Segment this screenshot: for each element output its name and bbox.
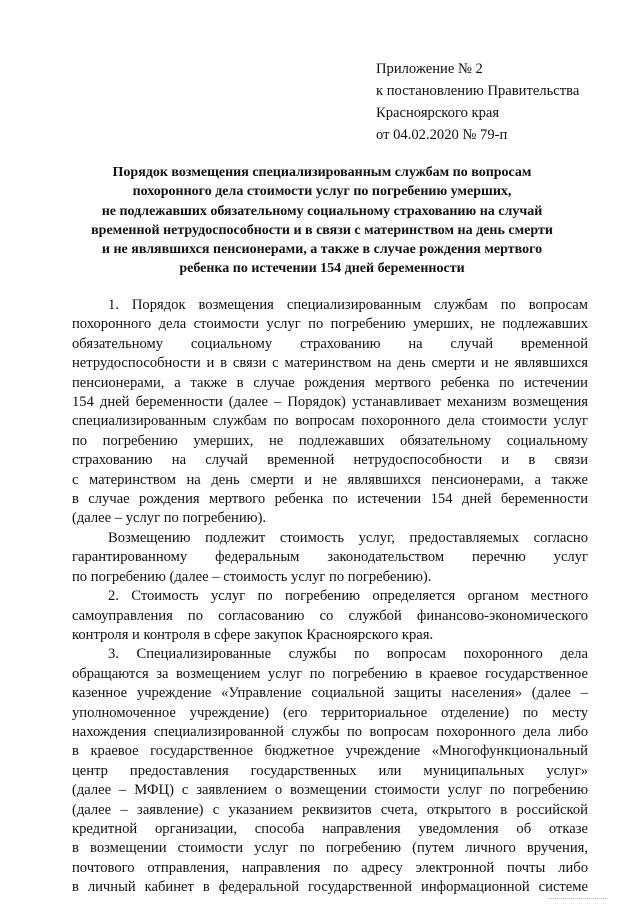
appendix-header: [376, 58, 579, 146]
appendix-resolution: к постановлению Правительства: [376, 83, 580, 99]
appendix-date: от 04.02.2020 № 79-п: [376, 127, 508, 143]
paragraph-2: [72, 529, 588, 587]
text-line: почтового отправления, направления по адресу электронной почты либо: [72, 859, 588, 876]
title-line: не подлежавших обязательному социальному страхованию на случай: [101, 203, 543, 219]
text-line: Возмещению подлежит стоимость услуг, предоставляемых согласно: [108, 529, 588, 546]
text-line: уполномоченное учреждение) (его территориальное отделение) по месту: [72, 704, 588, 721]
text-line: пенсионерами, а также в случае рождения мертвого ребенка по истечении: [72, 374, 588, 391]
text-line: кредитной организации, способа направления уведомления об отказе: [72, 820, 588, 837]
paragraph-4: [72, 645, 588, 897]
document-body: [72, 296, 588, 898]
title-line: и не являвшихся пенсионерами, а также в случае рождения мертвого: [101, 242, 543, 258]
title-line: временной нетрудоспособности и в связи с материнством на день смерти: [91, 222, 553, 238]
text-line: центр предоставления государственных или муниципальных услуг»: [72, 762, 588, 779]
text-line: нахождения специализированной службы по вопросам похоронного дела либо: [72, 723, 588, 740]
text-line: самоуправления по согласованию со службой финансово-экономического: [72, 607, 588, 624]
text-line: с материнством на день смерти и не являвшихся пенсионерами, а также: [72, 471, 588, 488]
text-line: в возмещении стоимости услуг по погребению (путем личного вручения,: [72, 840, 588, 857]
text-line: гарантированному федеральным законодательством перечню услуг: [72, 549, 588, 566]
paragraph-3: [72, 587, 588, 645]
text-line: нетрудоспособности и в связи с материнством на день смерти и не являвшихся: [72, 355, 588, 372]
text-line: страхованию на случай временной нетрудоспособности и в связи: [72, 452, 588, 469]
text-line: (далее – МФЦ) с заявлением о возмещении стоимости услуг по погребению: [72, 782, 588, 799]
title-line: ребенка по истечении 154 дней беременности: [179, 261, 465, 277]
text-line: в краевое государственное бюджетное учреждение «Многофункциональный: [72, 743, 588, 760]
text-line: обязательному социальному страхованию на случай временной: [72, 335, 588, 352]
text-line: в случае рождения мертвого ребенка по истечении 154 дней беременности: [72, 491, 588, 508]
title-line: похоронного дела стоимости услуг по погребению умерших,: [132, 184, 512, 200]
appendix-region: Красноярского края: [376, 105, 500, 121]
scan-artifact: [548, 898, 608, 900]
text-line: 1. Порядок возмещения специализированным службам по вопросам: [108, 297, 588, 313]
text-line: (далее – услуг по погребению).: [72, 510, 267, 527]
text-line: 3. Специализированные службы по вопросам похоронного дела: [108, 646, 588, 663]
text-line: казенное учреждение «Управление социальной защиты населения» (далее –: [72, 685, 588, 702]
text-line: в личный кабинет в федеральной государственной информационной системе: [72, 879, 588, 896]
paragraph-1: [72, 296, 588, 529]
text-line: по погребению умерших, не подлежавших обязательному социальному: [72, 432, 588, 449]
text-line: 2. Стоимость услуг по погребению определяется органом местного: [108, 588, 588, 605]
text-line: похоронного дела стоимости услуг по погребению умерших, не подлежавших: [72, 316, 588, 333]
text-line: 154 дней беременности (далее – Порядок) устанавливает механизм возмещения: [72, 394, 588, 411]
text-line: специализированным службам по вопросам похоронного дела стоимости услуг: [72, 413, 588, 430]
text-line: по погребению (далее – стоимость услуг по погребению).: [72, 568, 432, 585]
document-title: [72, 163, 572, 279]
appendix-number: Приложение № 2: [376, 61, 483, 77]
text-line: обращаются за возмещением услуг по погребению в краевое государственное: [72, 665, 588, 682]
text-line: контроля и контроля в сфере закупок Красноярского края.: [72, 626, 434, 643]
text-line: (далее – заявление) с указанием реквизитов счета, открытого в российской: [72, 801, 588, 818]
title-line: Порядок возмещения специализированным службам по вопросам: [112, 165, 532, 180]
